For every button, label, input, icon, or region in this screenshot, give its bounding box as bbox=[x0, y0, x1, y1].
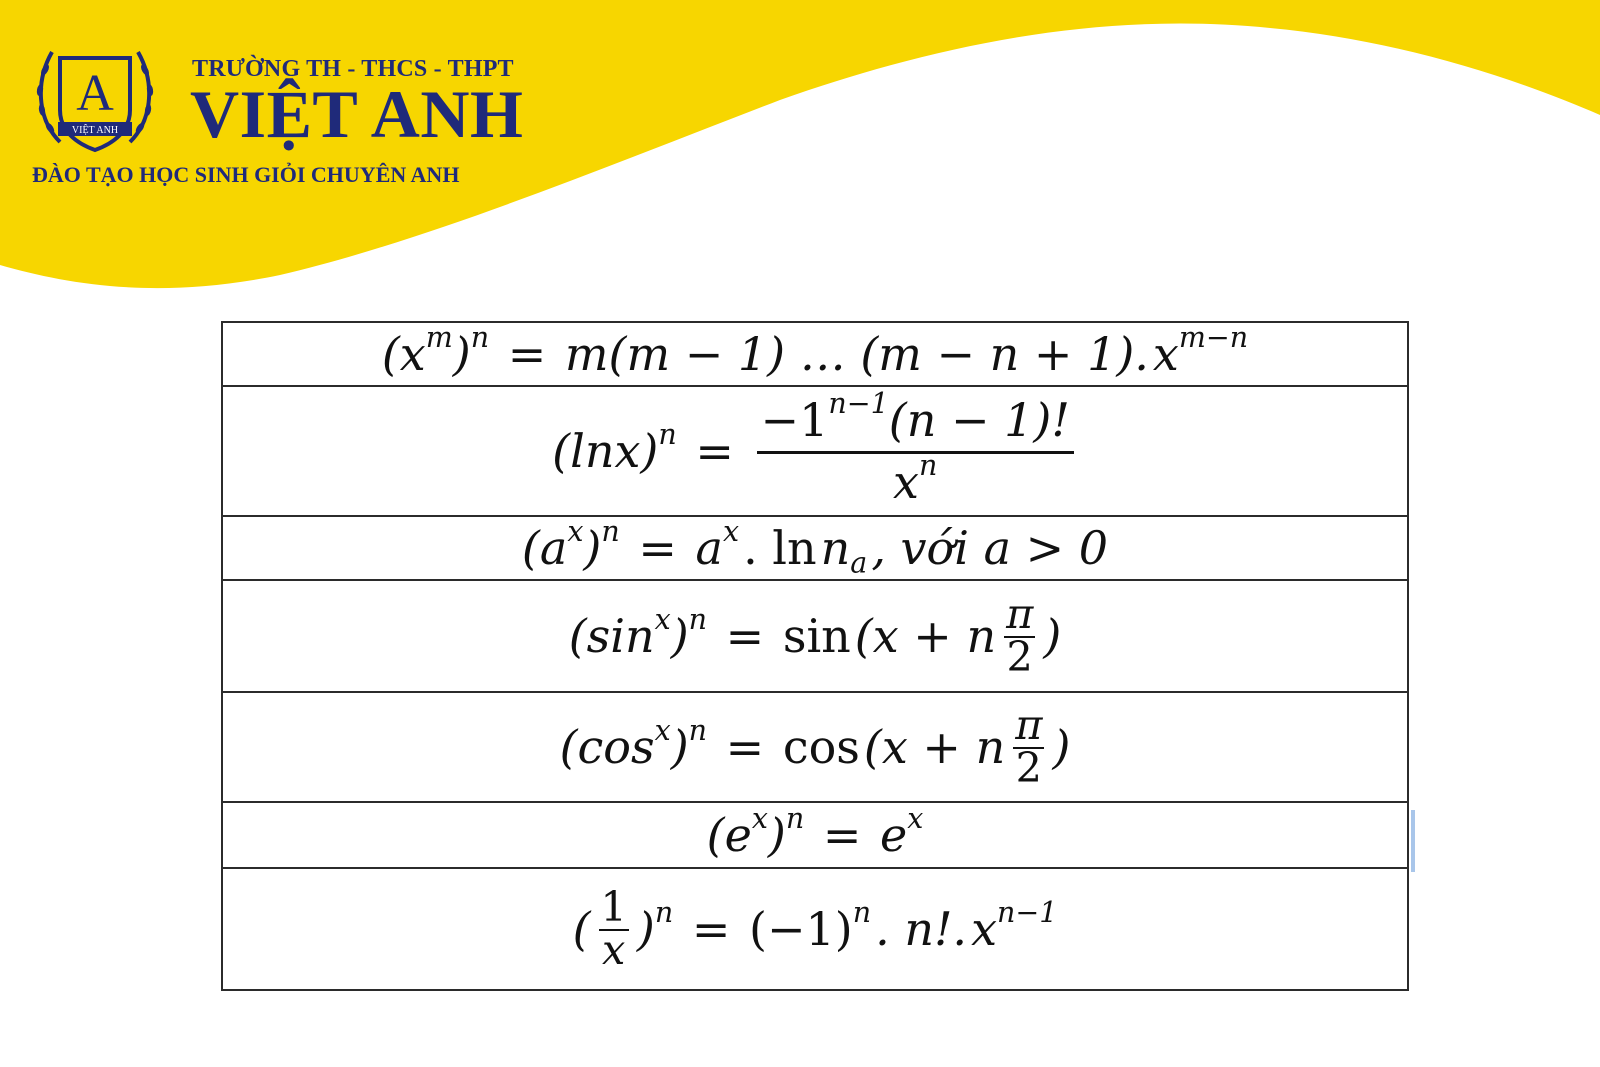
school-slogan: ĐÀO TẠO HỌC SINH GIỎI CHUYÊN ANH bbox=[32, 162, 460, 187]
formula-recip: ( $\frac{1}{x}$ )$^n$ = $(-1)^n$ . n!. $x^{n-1}$ bbox=[572, 882, 1058, 974]
formula-cell bbox=[222, 516, 1408, 580]
formula-row-cos bbox=[222, 692, 1408, 802]
school-type-label: TRƯỜNG TH - THCS - THPT bbox=[192, 56, 514, 82]
formula-ln: $(\ln x)^n$ = $\frac{-1^{n-1}(n - 1)!}{x^n}$ bbox=[552, 396, 1078, 506]
formula-cell bbox=[222, 580, 1408, 692]
formula-row-exp-a bbox=[222, 516, 1408, 580]
formula-row-recip bbox=[222, 868, 1408, 990]
svg-text:VIỆT ANH: VIỆT ANH bbox=[71, 125, 119, 136]
formula-sin: $(\sin^x)^n$ = sin (x + n $\frac{\pi}{2}$ ) bbox=[568, 589, 1062, 681]
formula-cell bbox=[222, 802, 1408, 868]
laurel-shield-emblem bbox=[30, 40, 160, 160]
formula-row-sin bbox=[222, 580, 1408, 692]
formula-exp-a: $(a^x)^n$ = $a^x$ . ln $n_a$ , với a > 0 bbox=[521, 515, 1109, 580]
formula-row-ln bbox=[222, 386, 1408, 516]
formula-cell bbox=[222, 322, 1408, 386]
fraction: $\frac{\pi}{2}$ bbox=[1006, 589, 1034, 681]
school-logo bbox=[30, 40, 550, 200]
formula-power: $(x^m)^n$ = m(m − 1) … (m − n + 1). $x^{m-n}$ bbox=[381, 321, 1249, 381]
formula-cell bbox=[222, 692, 1408, 802]
school-name: VIỆT ANH bbox=[190, 76, 524, 152]
formula-row-exp-e bbox=[222, 802, 1408, 868]
fraction: $\frac{1}{x}$ bbox=[600, 882, 627, 974]
formula-exp-e: $(e^x)^n$ = $e^x$ bbox=[706, 802, 924, 862]
fraction: $\frac{-1^{n-1}(n - 1)!}{x^n}$ bbox=[757, 396, 1074, 506]
formula-cell bbox=[222, 386, 1408, 516]
selection-edge-marker bbox=[1411, 810, 1415, 872]
fraction: $\frac{\pi}{2}$ bbox=[1015, 700, 1043, 792]
formula-cell bbox=[222, 868, 1408, 990]
svg-text:A: A bbox=[76, 65, 114, 122]
formula-cos: $(\cos^x)^n$ = cos (x + n $\frac{\pi}{2}$ ) bbox=[559, 700, 1071, 792]
derivative-formula-table bbox=[221, 321, 1409, 991]
formula-row-power bbox=[222, 322, 1408, 386]
